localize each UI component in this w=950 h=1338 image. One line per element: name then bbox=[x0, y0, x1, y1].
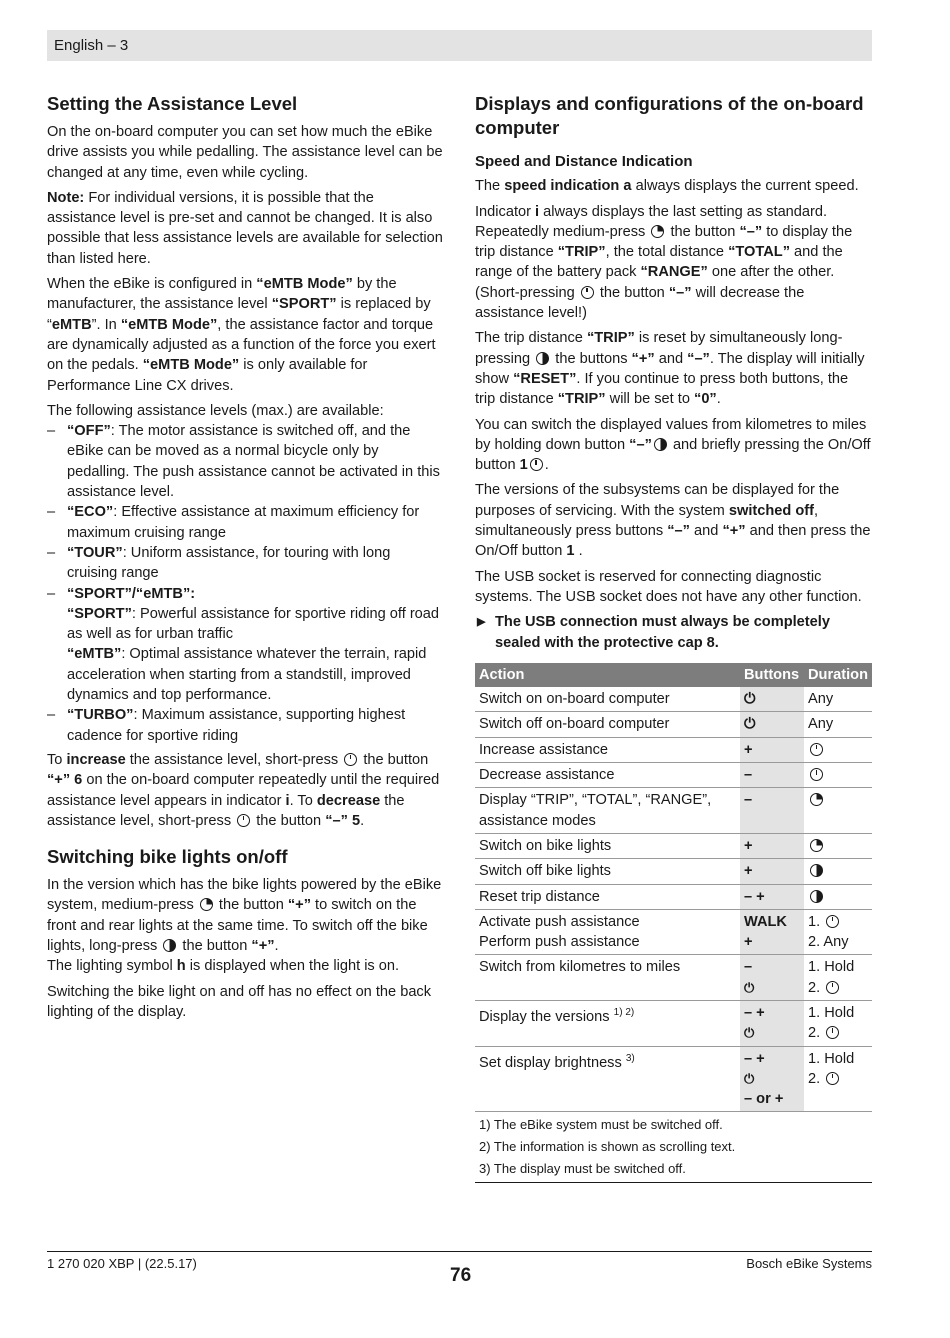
medium-press-icon bbox=[810, 793, 823, 806]
power-icon: ⏻ bbox=[744, 1025, 755, 1041]
column-header: Buttons bbox=[740, 663, 804, 687]
paragraph: Indicator i always displays the last setting as standard. Repeatedly medium-press the button “–” to display the trip distance “TRIP”, the total distance “TOTAL” and the range of the battery pack “RANGE” one after the other. (Short-pressing the button “–” will decrease the assistance level!) bbox=[475, 203, 853, 322]
buttons-cell: + bbox=[740, 833, 804, 858]
medium-press-icon bbox=[810, 839, 823, 852]
power-icon: ⏻ bbox=[744, 1070, 755, 1086]
list-item: – “OFF”: The motor assistance is switched off, and the eBike can be moved as a normal bicycle only by pedalling. The push assistance cannot be activated in this assistance level. bbox=[47, 421, 443, 502]
duration-cell bbox=[804, 859, 872, 884]
left-column bbox=[47, 92, 443, 1027]
table-row: Set display brightness $^{3)}$ – + ⏻ – or + 1. Hold 2. bbox=[475, 1046, 872, 1112]
short-press-icon bbox=[237, 814, 250, 827]
table-header-row bbox=[475, 663, 872, 687]
long-press-icon bbox=[163, 939, 176, 952]
buttons-cell: – bbox=[740, 788, 804, 834]
medium-press-icon bbox=[200, 898, 213, 911]
paragraph: The versions of the subsystems can be displayed for the purposes of servicing. With the system switched off, simultaneously press buttons “–” and “+” and then press the On/Off button 1 . bbox=[475, 482, 871, 560]
buttons-cell: ⏻ bbox=[740, 687, 804, 712]
list-item: – “ECO”: Effective assistance at maximum efficiency for maximum cruising range bbox=[47, 502, 443, 543]
action-cell: Display “TRIP”, “TOTAL”, “RANGE”, assistance modes bbox=[475, 788, 740, 834]
action-cell: Increase assistance bbox=[475, 737, 740, 762]
emtb-paragraph: When the eBike is configured in “eMTB Mode” by the manufacturer, the assistance level “SPORT” is replaced by “eMTB”. In “eMTB Mode”, the assistance factor and torque are dynamically adjusted as a function of the force you exert on the pedals. “eMTB Mode” is only available for Performance Line CX drives. bbox=[47, 276, 436, 394]
right-column bbox=[475, 92, 872, 1183]
buttons-cell: – + bbox=[740, 884, 804, 909]
warning-note: ▶ The USB connection must always be completely sealed with the protective cap 8. bbox=[475, 612, 872, 653]
table-row bbox=[475, 884, 872, 909]
duration-cell bbox=[804, 737, 872, 762]
section-title-displays: Displays and configurations of the on-board computer bbox=[475, 93, 864, 138]
action-cell: Switch on on-board computer bbox=[475, 687, 740, 712]
table-row bbox=[475, 833, 872, 858]
action-cell: Switch off bike lights bbox=[475, 859, 740, 884]
buttons-cell: + bbox=[740, 737, 804, 762]
paragraph: The lighting symbol h is displayed when the light is on. bbox=[47, 958, 400, 975]
note-paragraph: Note: For individual versions, it is possible that the assistance level is pre-set and cannot be changed. It is also possible that less assistance levels are available for selection than listed here. bbox=[47, 189, 443, 267]
short-press-icon bbox=[810, 743, 823, 756]
section-title-lights: Switching bike lights on/off bbox=[47, 846, 288, 868]
paragraph: Switching the bike light on and off has no effect on the back lighting of the display. bbox=[47, 983, 432, 1020]
assistance-level-list bbox=[47, 421, 443, 746]
paragraph: The following assistance levels (max.) are available: bbox=[47, 402, 384, 419]
footnote: 3) The display must be switched off. bbox=[479, 1161, 686, 1177]
action-cell: Decrease assistance bbox=[475, 763, 740, 788]
duration-cell bbox=[804, 833, 872, 858]
table-row bbox=[475, 687, 872, 712]
page-header bbox=[47, 30, 872, 61]
button-function-table bbox=[475, 663, 872, 1184]
footer-divider bbox=[47, 1251, 872, 1252]
short-press-icon bbox=[581, 286, 594, 299]
paragraph: To increase the assistance level, short-press the button “+” 6 on the on-board computer repeatedly until the required assistance level appears in indicator i. To decrease the assistance level, short-press the button “–” 5. bbox=[47, 751, 440, 829]
footer-doc-number: 1 270 020 XBP | (22.5.17) bbox=[47, 1256, 197, 1271]
short-press-icon bbox=[826, 981, 839, 994]
power-icon: ⏻ bbox=[744, 979, 755, 995]
column-header: Duration bbox=[804, 663, 872, 687]
table-row: Display the versions $^{1) 2)}$ – + ⏻ 1. Hold 2. bbox=[475, 1000, 872, 1046]
buttons-cell: – bbox=[740, 763, 804, 788]
table-row bbox=[475, 712, 872, 737]
subsection-title: Speed and Distance Indication bbox=[475, 153, 693, 170]
table-row: Switch from kilometres to miles – ⏻ 1. Hold 2. bbox=[475, 955, 872, 1001]
footnote: 2) The information is shown as scrolling text. bbox=[479, 1139, 736, 1155]
action-cell: Switch on bike lights bbox=[475, 833, 740, 858]
long-press-icon bbox=[536, 352, 549, 365]
medium-press-icon bbox=[651, 225, 664, 238]
table-row bbox=[475, 859, 872, 884]
list-item: – “TOUR”: Uniform assistance, for touring with long cruising range bbox=[47, 543, 443, 584]
table-row: Activate push assistance Perform push assistance WALK + 1. 2. Any bbox=[475, 909, 872, 955]
short-press-icon bbox=[826, 915, 839, 928]
list-item: – “SPORT”/“eMTB”: “SPORT”: Powerful assistance for sportive riding off road as well as for urban traffic “eMTB”: Optimal assistance whatever the terrain, rapid acceleration when starting from a standstill, improved dynamics and top performance. bbox=[47, 584, 443, 706]
header-label: English – 3 bbox=[54, 37, 129, 54]
short-press-icon bbox=[826, 1072, 839, 1085]
footer-brand: Bosch eBike Systems bbox=[746, 1256, 872, 1271]
paragraph: The USB socket is reserved for connecting diagnostic systems. The USB socket does not have any other function. bbox=[475, 568, 862, 605]
section-title-assistance: Setting the Assistance Level bbox=[47, 93, 298, 114]
long-press-icon bbox=[810, 890, 823, 903]
column-header: Action bbox=[475, 663, 740, 687]
long-press-icon bbox=[654, 438, 667, 451]
buttons-cell: + bbox=[740, 859, 804, 884]
paragraph: On the on-board computer you can set how much the eBike drive assists you while pedalling. The assistance level can be changed at any time, even while cycling. bbox=[47, 124, 443, 181]
short-press-icon bbox=[810, 768, 823, 781]
duration-cell bbox=[804, 788, 872, 834]
action-cell: Reset trip distance bbox=[475, 884, 740, 909]
footnote: 1) The eBike system must be switched off. bbox=[479, 1117, 723, 1133]
short-press-icon bbox=[530, 458, 543, 471]
long-press-icon bbox=[810, 864, 823, 877]
short-press-icon bbox=[344, 753, 357, 766]
paragraph: The speed indication a always displays the current speed. bbox=[475, 178, 859, 195]
short-press-icon bbox=[826, 1026, 839, 1039]
duration-cell bbox=[804, 884, 872, 909]
table-row bbox=[475, 788, 872, 834]
paragraph: In the version which has the bike lights powered by the eBike system, medium-press the button “+” to switch on the front and rear lights at the same time. To switch off the bike lights, long-press the button “+”. bbox=[47, 877, 442, 954]
table-row bbox=[475, 737, 872, 762]
paragraph: The trip distance “TRIP” is reset by simultaneously long-pressing the buttons “+” and “–”. The display will initially show “RESET”. If you continue to press both buttons, the trip distance “TRIP” will be set to “0”. bbox=[475, 330, 865, 408]
page-number: 76 bbox=[450, 1265, 472, 1286]
list-item: – “TURBO”: Maximum assistance, supporting highest cadence for sportive riding bbox=[47, 705, 443, 746]
buttons-cell: ⏻ bbox=[740, 712, 804, 737]
duration-cell bbox=[804, 763, 872, 788]
table-footnotes bbox=[475, 1112, 872, 1183]
paragraph: You can switch the displayed values from kilometres to miles by holding down button “–” and briefly pressing the On/Off button 1 . bbox=[475, 416, 871, 474]
table-row bbox=[475, 763, 872, 788]
duration-cell: Any bbox=[804, 687, 872, 712]
action-cell: Switch off on-board computer bbox=[475, 712, 740, 737]
duration-cell: Any bbox=[804, 712, 872, 737]
